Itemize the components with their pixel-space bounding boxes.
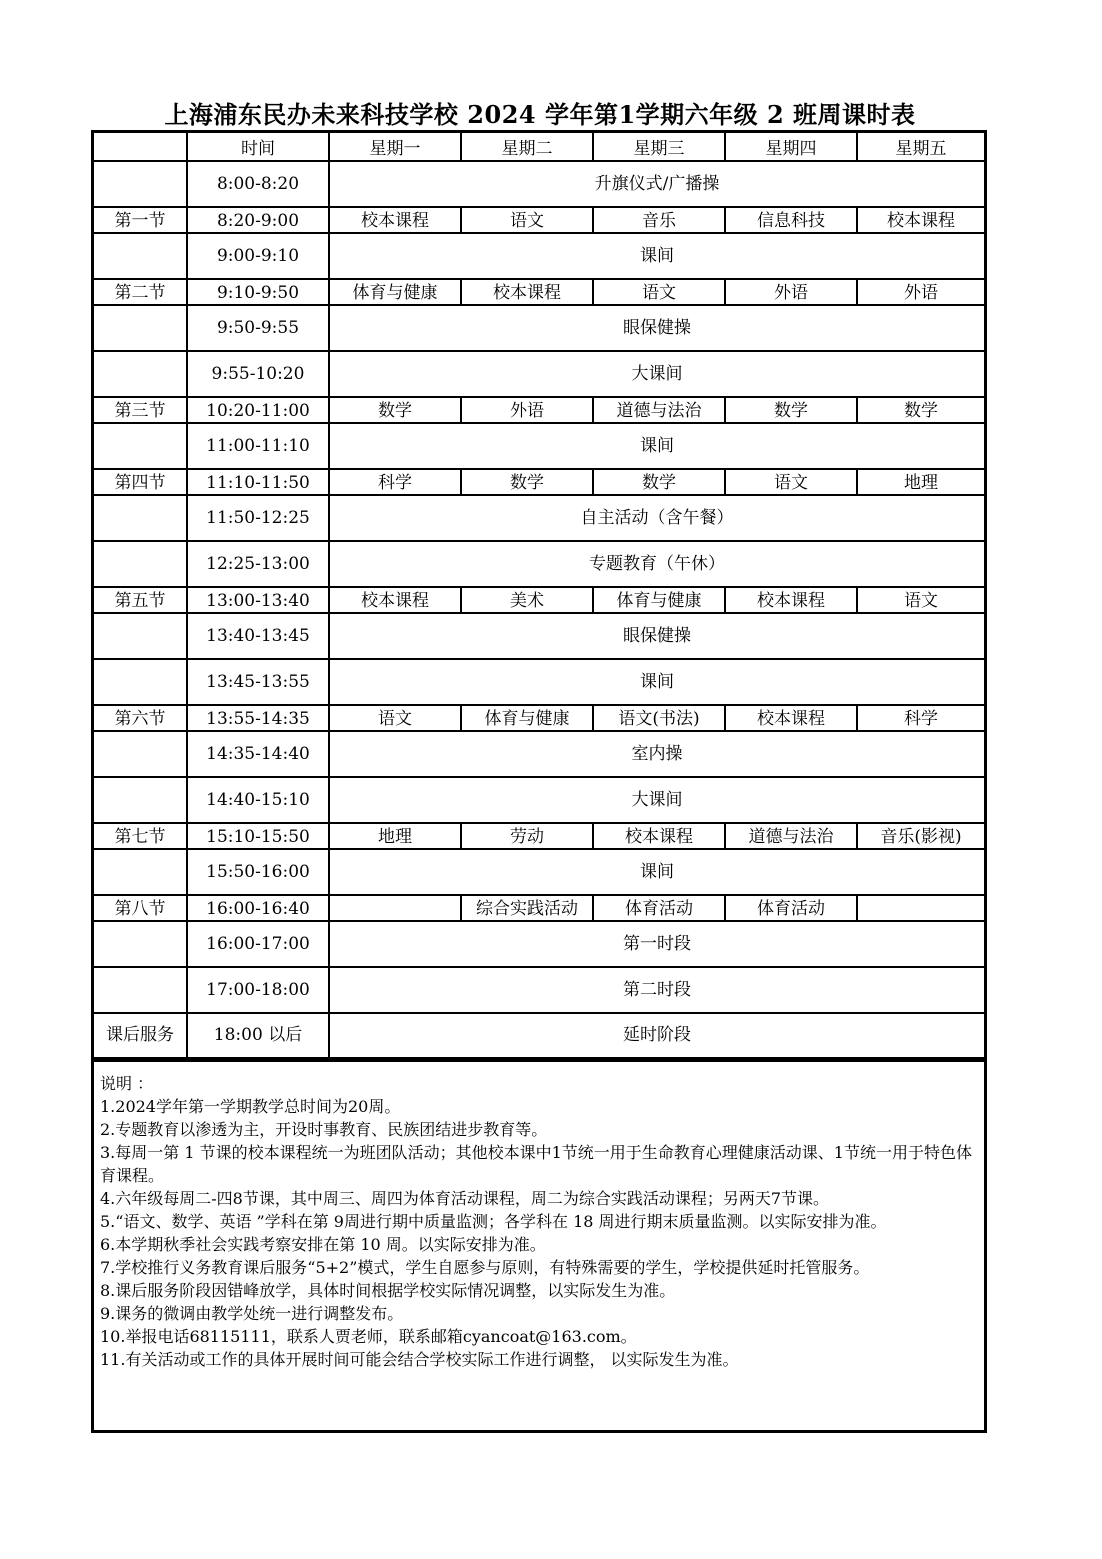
period-label: 第三节 (94, 397, 187, 423)
note-item: 3.每周一第 1 节课的校本课程统一为班团队活动；其他校本课中1节统一用于生命教育心理健康活动课、1节统一用于特色体育课程。 (100, 1143, 972, 1185)
activity-span-cell: 室内操 (329, 731, 984, 777)
timetable (94, 133, 984, 1059)
activity-row (94, 921, 984, 967)
activity-span-cell: 延时阶段 (329, 1013, 984, 1058)
header-cell: 星期五 (857, 133, 984, 161)
note-item: 8.课后服务阶段因错峰放学，具体时间根据学校实际情况调整，以实际发生为准。 (100, 1281, 676, 1300)
activity-span-cell: 课间 (329, 233, 984, 279)
course-cell: 外语 (725, 279, 857, 305)
period-label: 课后服务 (94, 1013, 187, 1058)
course-cell: 校本课程 (329, 207, 461, 233)
note-item: 1.2024学年第一学期教学总时间为20周。 (100, 1097, 401, 1116)
period-label (94, 613, 187, 659)
period-label (94, 541, 187, 587)
notes-section (94, 1059, 984, 1371)
notes-list (100, 1095, 978, 1371)
time-cell: 18:00 以后 (187, 1013, 329, 1058)
note-item: 9.课务的微调由教学处统一进行调整发布。 (100, 1304, 404, 1323)
period-label: 第六节 (94, 705, 187, 731)
course-cell: 数学 (725, 397, 857, 423)
course-cell: 劳动 (461, 823, 593, 849)
note-item: 2.专题教育以渗透为主，开设时事教育、民族团结进步教育等。 (100, 1120, 548, 1139)
period-label (94, 351, 187, 397)
period-label (94, 659, 187, 705)
course-cell: 综合实践活动 (461, 895, 593, 921)
time-cell: 10:20-11:00 (187, 397, 329, 423)
period-row (94, 705, 984, 731)
activity-row (94, 849, 984, 895)
course-cell: 外语 (461, 397, 593, 423)
period-label: 第二节 (94, 279, 187, 305)
course-cell: 数学 (461, 469, 593, 495)
course-cell: 语文 (725, 469, 857, 495)
time-cell: 13:45-13:55 (187, 659, 329, 705)
activity-span-cell: 眼保健操 (329, 305, 984, 351)
activity-row (94, 423, 984, 469)
course-cell: 语文 (857, 587, 984, 613)
activity-row (94, 967, 984, 1013)
course-cell: 信息科技 (725, 207, 857, 233)
header-cell: 星期四 (725, 133, 857, 161)
period-label (94, 849, 187, 895)
course-cell: 数学 (857, 397, 984, 423)
activity-row (94, 161, 984, 207)
course-cell: 数学 (329, 397, 461, 423)
period-label: 第八节 (94, 895, 187, 921)
course-cell: 校本课程 (857, 207, 984, 233)
activity-span-cell: 升旗仪式/广播操 (329, 161, 984, 207)
course-cell: 校本课程 (725, 705, 857, 731)
activity-row (94, 659, 984, 705)
activity-span-cell: 第二时段 (329, 967, 984, 1013)
header-cell: 星期二 (461, 133, 593, 161)
course-cell: 道德与法治 (725, 823, 857, 849)
note-item: 4.六年级每周二-四8节课，其中周三、周四为体育活动课程，周二为综合实践活动课程；另两天7节课。 (100, 1189, 830, 1208)
note-item: 10.举报电话68115111，联系人贾老师，联系邮箱cyancoat@163.com。 (100, 1327, 637, 1346)
time-cell: 11:10-11:50 (187, 469, 329, 495)
course-cell: 音乐(影视) (857, 823, 984, 849)
period-row (94, 207, 984, 233)
time-cell: 8:20-9:00 (187, 207, 329, 233)
course-cell: 科学 (329, 469, 461, 495)
period-label: 第四节 (94, 469, 187, 495)
period-label (94, 967, 187, 1013)
activity-row (94, 777, 984, 823)
course-cell (857, 895, 984, 921)
course-cell: 语文 (461, 207, 593, 233)
header-row (94, 133, 984, 161)
course-cell: 校本课程 (329, 587, 461, 613)
activity-row (94, 305, 984, 351)
course-cell: 体育与健康 (593, 587, 725, 613)
course-cell: 语文(书法) (593, 705, 725, 731)
period-row (94, 279, 984, 305)
activity-row (94, 1013, 984, 1058)
header-cell: 时间 (187, 133, 329, 161)
time-cell: 16:00-17:00 (187, 921, 329, 967)
course-cell: 数学 (593, 469, 725, 495)
timetable-sheet (91, 130, 987, 1433)
activity-span-cell: 第一时段 (329, 921, 984, 967)
period-row (94, 469, 984, 495)
course-cell: 地理 (857, 469, 984, 495)
header-cell: 星期一 (329, 133, 461, 161)
activity-row (94, 613, 984, 659)
activity-span-cell: 专题教育（午休） (329, 541, 984, 587)
course-cell: 体育与健康 (329, 279, 461, 305)
activity-span-cell: 课间 (329, 849, 984, 895)
course-cell: 体育与健康 (461, 705, 593, 731)
period-label: 第一节 (94, 207, 187, 233)
time-cell: 8:00-8:20 (187, 161, 329, 207)
activity-row (94, 731, 984, 777)
period-label (94, 921, 187, 967)
course-cell: 美术 (461, 587, 593, 613)
time-cell: 13:40-13:45 (187, 613, 329, 659)
time-cell: 15:50-16:00 (187, 849, 329, 895)
activity-span-cell: 眼保健操 (329, 613, 984, 659)
activity-span-cell: 自主活动（含午餐） (329, 495, 984, 541)
activity-span-cell: 课间 (329, 423, 984, 469)
period-label (94, 161, 187, 207)
time-cell: 13:55-14:35 (187, 705, 329, 731)
course-cell: 语文 (593, 279, 725, 305)
activity-span-cell: 课间 (329, 659, 984, 705)
time-cell: 15:10-15:50 (187, 823, 329, 849)
period-label: 第五节 (94, 587, 187, 613)
course-cell: 校本课程 (593, 823, 725, 849)
period-label: 第七节 (94, 823, 187, 849)
activity-row (94, 233, 984, 279)
activity-span-cell: 大课间 (329, 351, 984, 397)
notes-title: 说明 ： (100, 1074, 154, 1093)
time-cell: 14:35-14:40 (187, 731, 329, 777)
header-blank-cell (94, 133, 187, 161)
time-cell: 11:00-11:10 (187, 423, 329, 469)
header-cell: 星期三 (593, 133, 725, 161)
period-label (94, 495, 187, 541)
time-cell: 9:50-9:55 (187, 305, 329, 351)
period-row (94, 895, 984, 921)
course-cell: 体育活动 (593, 895, 725, 921)
activity-row (94, 351, 984, 397)
period-label (94, 777, 187, 823)
period-label (94, 305, 187, 351)
period-label (94, 423, 187, 469)
course-cell: 语文 (329, 705, 461, 731)
time-cell: 17:00-18:00 (187, 967, 329, 1013)
period-label (94, 731, 187, 777)
period-row (94, 397, 984, 423)
course-cell: 科学 (857, 705, 984, 731)
note-item: 7.学校推行义务教育课后服务“5+2”模式，学生自愿参与原则，有特殊需要的学生，学校提供延时托管服务。 (100, 1258, 870, 1277)
time-cell: 9:55-10:20 (187, 351, 329, 397)
course-cell: 道德与法治 (593, 397, 725, 423)
time-cell: 11:50-12:25 (187, 495, 329, 541)
course-cell: 校本课程 (461, 279, 593, 305)
time-cell: 16:00-16:40 (187, 895, 329, 921)
note-item: 5.“语文、数学、英语 ”学科在第 9周进行期中质量监测；各学科在 18 周进行期末质量监测。以实际安排为准。 (100, 1212, 887, 1231)
time-cell: 9:00-9:10 (187, 233, 329, 279)
period-row (94, 823, 984, 849)
note-item: 11.有关活动或工作的具体开展时间可能会结合学校实际工作进行调整， 以实际发生为准。 (100, 1350, 739, 1369)
page-title: 上海浦东民办未来科技学校 2024 学年第1学期六年级 2 班周课时表 (164, 100, 916, 129)
period-row (94, 587, 984, 613)
time-cell: 12:25-13:00 (187, 541, 329, 587)
course-cell (329, 895, 461, 921)
period-label (94, 233, 187, 279)
course-cell: 音乐 (593, 207, 725, 233)
activity-row (94, 541, 984, 587)
course-cell: 地理 (329, 823, 461, 849)
note-item: 6.本学期秋季社会实践考察安排在第 10 周。以实际安排为准。 (100, 1235, 546, 1254)
time-cell: 13:00-13:40 (187, 587, 329, 613)
activity-row (94, 495, 984, 541)
course-cell: 校本课程 (725, 587, 857, 613)
course-cell: 体育活动 (725, 895, 857, 921)
activity-span-cell: 大课间 (329, 777, 984, 823)
time-cell: 14:40-15:10 (187, 777, 329, 823)
time-cell: 9:10-9:50 (187, 279, 329, 305)
course-cell: 外语 (857, 279, 984, 305)
